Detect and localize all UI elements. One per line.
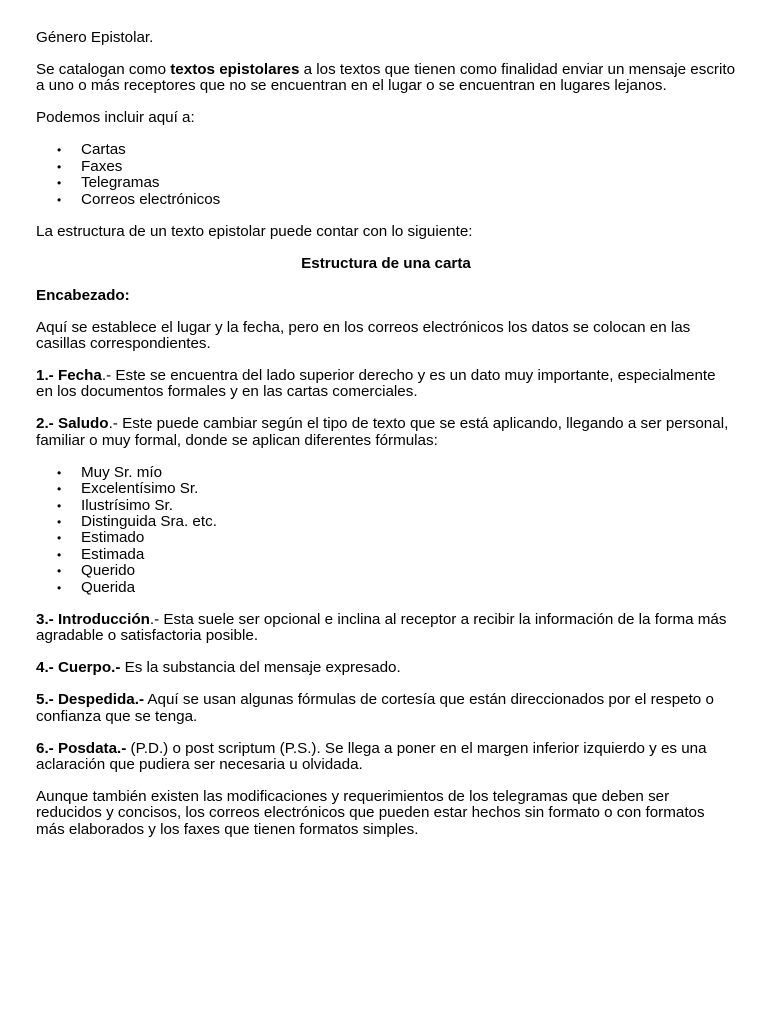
document-body — [36, 30, 736, 854]
include-list — [36, 142, 736, 208]
list-item: • Muy Sr. mío — [81, 465, 736, 481]
section-label: 5.- Despedida.- — [36, 691, 145, 709]
section-despedida — [36, 692, 736, 725]
list-item: • Distinguida Sra. etc. — [81, 514, 736, 530]
closing-paragraph: Aunque también existen las modificaciones y requerimientos de los telegramas que deben ser reducidos y concisos, los correos electrónicos que pueden estar hechos sin formato o con formatos más elaborados y los faxes que tienen formatos simples. — [36, 787, 705, 838]
structure-title-text: Estructura de una carta — [301, 254, 471, 272]
intro-post: a los textos que tienen como finalidad enviar un mensaje escrito a uno o más receptores que no se encuentran en el lugar o se encuentran en lugares lejanos. — [36, 61, 736, 95]
heading-label — [36, 288, 736, 304]
list-item: • Ilustrísimo Sr. — [81, 498, 736, 514]
list-item: • Estimado — [81, 530, 736, 546]
heading-label-text: Encabezado: — [36, 286, 130, 304]
section-text: (P.D.) o post scriptum (P.S.). Se llega a poner en el margen inferior izquierdo y es una aclaración que pudiera ser necesaria u olvidada. — [36, 739, 707, 773]
structure-intro: La estructura de un texto epistolar puede contar con lo siguiente: — [36, 222, 473, 240]
list-item: • Correos electrónicos — [81, 192, 736, 208]
list-item: • Faxes — [81, 159, 736, 175]
greeting-list — [36, 465, 736, 596]
section-text: .- Este se encuentra del lado superior derecho y es un dato muy importante, especialmente en los documentos formales y en las cartas comerciales. — [36, 367, 716, 401]
section-fecha — [36, 368, 736, 401]
list-item: • Querido — [81, 563, 736, 579]
section-posdata — [36, 741, 736, 774]
section-cuerpo — [36, 660, 736, 676]
section-introduccion — [36, 612, 736, 645]
structure-title — [36, 256, 736, 272]
section-saludo — [36, 416, 736, 449]
section-text: .- Esta suele ser opcional e inclina al receptor a recibir la información de la forma más agradable o satisfactoria posible. — [36, 610, 727, 645]
section-text: Es la substancia del mensaje expresado. — [120, 659, 401, 677]
list-item: • Estimada — [81, 547, 736, 563]
intro-paragraph — [36, 62, 736, 95]
section-label: 4.- Cuerpo.- — [36, 659, 121, 677]
list-item: • Telegramas — [81, 175, 736, 191]
section-label: 1.- Fecha — [36, 367, 102, 385]
document-title: Género Epistolar. — [36, 29, 154, 46]
section-label: 2.- Saludo — [36, 415, 109, 433]
list-item: • Excelentísimo Sr. — [81, 481, 736, 497]
intro-bold-term: textos epistolares — [170, 61, 300, 78]
section-label: 6.- Posdata.- — [36, 739, 127, 757]
intro-pre: Se catalogan como — [36, 61, 171, 78]
list-item: • Querida — [81, 580, 736, 596]
section-text: Aquí se usan algunas fórmulas de cortesía que están direccionados por el respeto o confianza que se tenga. — [36, 691, 714, 725]
include-label: Podemos incluir aquí a: — [36, 109, 195, 127]
list-item: • Cartas — [81, 142, 736, 158]
section-label: 3.- Introducción — [36, 610, 150, 628]
section-text: .- Este puede cambiar según el tipo de texto que se está aplicando, llegando a ser personal, familiar o muy formal, donde se aplican diferentes fórmulas: — [36, 415, 729, 449]
heading-paragraph: Aquí se establece el lugar y la fecha, pero en los correos electrónicos los datos se colocan en las casillas correspondientes. — [36, 318, 691, 353]
